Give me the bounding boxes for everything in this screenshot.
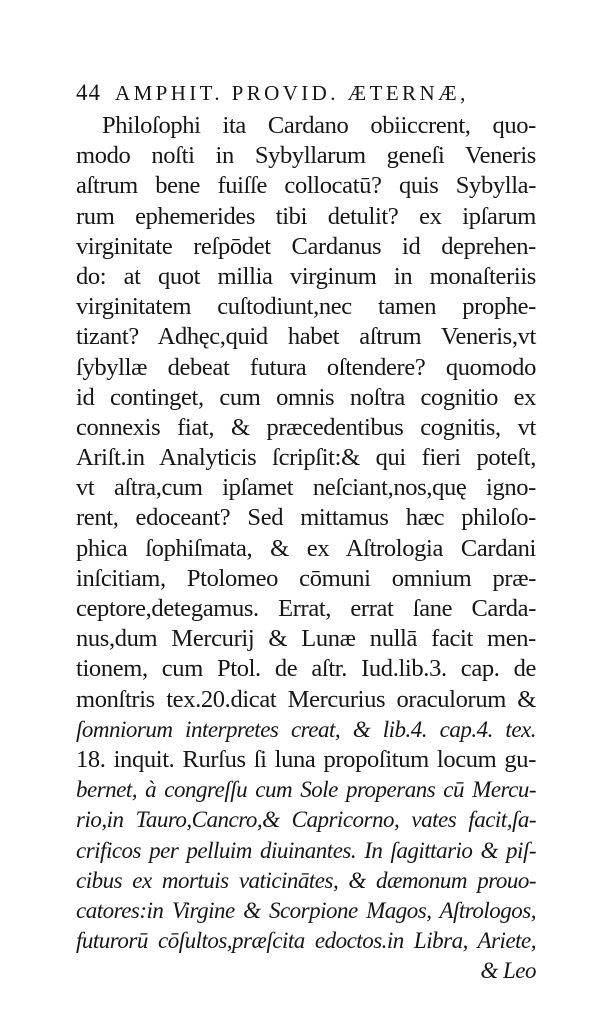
text-line: ceptore,detegamus. Errat, errat ſane Carda- xyxy=(76,595,536,622)
text-line: virginitate reſpōdet Cardanus id deprehen- xyxy=(76,232,536,260)
catchword-line: & Leo xyxy=(480,958,536,984)
text-line: inſcitiam, Ptolomeo cōmuni omnium præ- xyxy=(76,564,536,592)
text-line: crificos per pelluim diuinantes. In ſagittario & piſ- xyxy=(76,837,536,863)
text-line: Ariſt.in Analyticis ſcripſit:& qui fieri poteſt, xyxy=(76,444,536,472)
text-line: tionem, cum Ptol. de aſtr. Iud.lib.3. cap. de xyxy=(76,655,536,683)
text-line: modo noſti in Sybyllarum geneſi Veneris xyxy=(76,142,536,170)
text-line: bernet, à congreſſu cum Sole properans cū Mercu- xyxy=(76,777,536,803)
text-line: ſomniorum interpretes creat, & lib.4. cap.4. tex. xyxy=(76,716,536,742)
text-line: futurorū cōſultos,præſcita edoctos.in Libra, Ariete, xyxy=(76,928,536,954)
text-line: monſtris tex.20.dicat Mercurius oraculorum & xyxy=(76,685,536,713)
text-line: nus,dum Mercurij & Lunæ nullā facit men- xyxy=(76,625,536,653)
text-line: catores:in Virgine & Scorpione Magos, Aſtrologos, xyxy=(76,897,536,923)
text-line: do: at quot millia virginum in monaſteriis xyxy=(76,262,536,290)
text-line: id continget, cum omnis noſtra cognitio ex xyxy=(76,383,536,411)
text-line: virginitatem cuſtodiunt,nec tamen prophe- xyxy=(76,293,536,321)
text-line: rum ephemerides tibi detulit? ex ipſarum xyxy=(76,202,536,230)
text-line: ſybyllæ debeat futura oſtendere? quomodo xyxy=(76,353,536,381)
text-line: cibus ex mortuis vaticinātes, & dæmonum prouo- xyxy=(76,867,536,893)
text-line: connexis fiat, & præcedentibus cognitis, vt xyxy=(76,413,536,441)
text-line: tizant? Adhęc,quid habet aſtrum Veneris,vt xyxy=(76,323,536,351)
body-text xyxy=(76,111,536,986)
page-number: 44 xyxy=(76,80,101,105)
text-line: 18. inquit. Rurſus ſi luna propoſitum locum gu- xyxy=(76,745,536,773)
text-line: vt aſtra,cum ipſamet neſciant,nos,quę igno- xyxy=(76,474,536,502)
running-head xyxy=(76,80,469,112)
text-line: phica ſophiſmata, & ex Aſtrologia Cardani xyxy=(76,534,536,562)
text-line: Philoſophi ita Cardano obiiccrent, quo- xyxy=(102,112,536,139)
text-line: rent, edoceant? Sed mittamus hæc philoſo- xyxy=(76,504,536,532)
text-line: rio,in Tauro,Cancro,& Capricorno, vates facit,ſa- xyxy=(76,807,536,833)
text-line: aſtrum bene fuiſſe collocatū? quis Sybylla- xyxy=(76,172,536,200)
running-title: AMPHIT. PROVID. ÆTERNÆ, xyxy=(115,81,469,105)
